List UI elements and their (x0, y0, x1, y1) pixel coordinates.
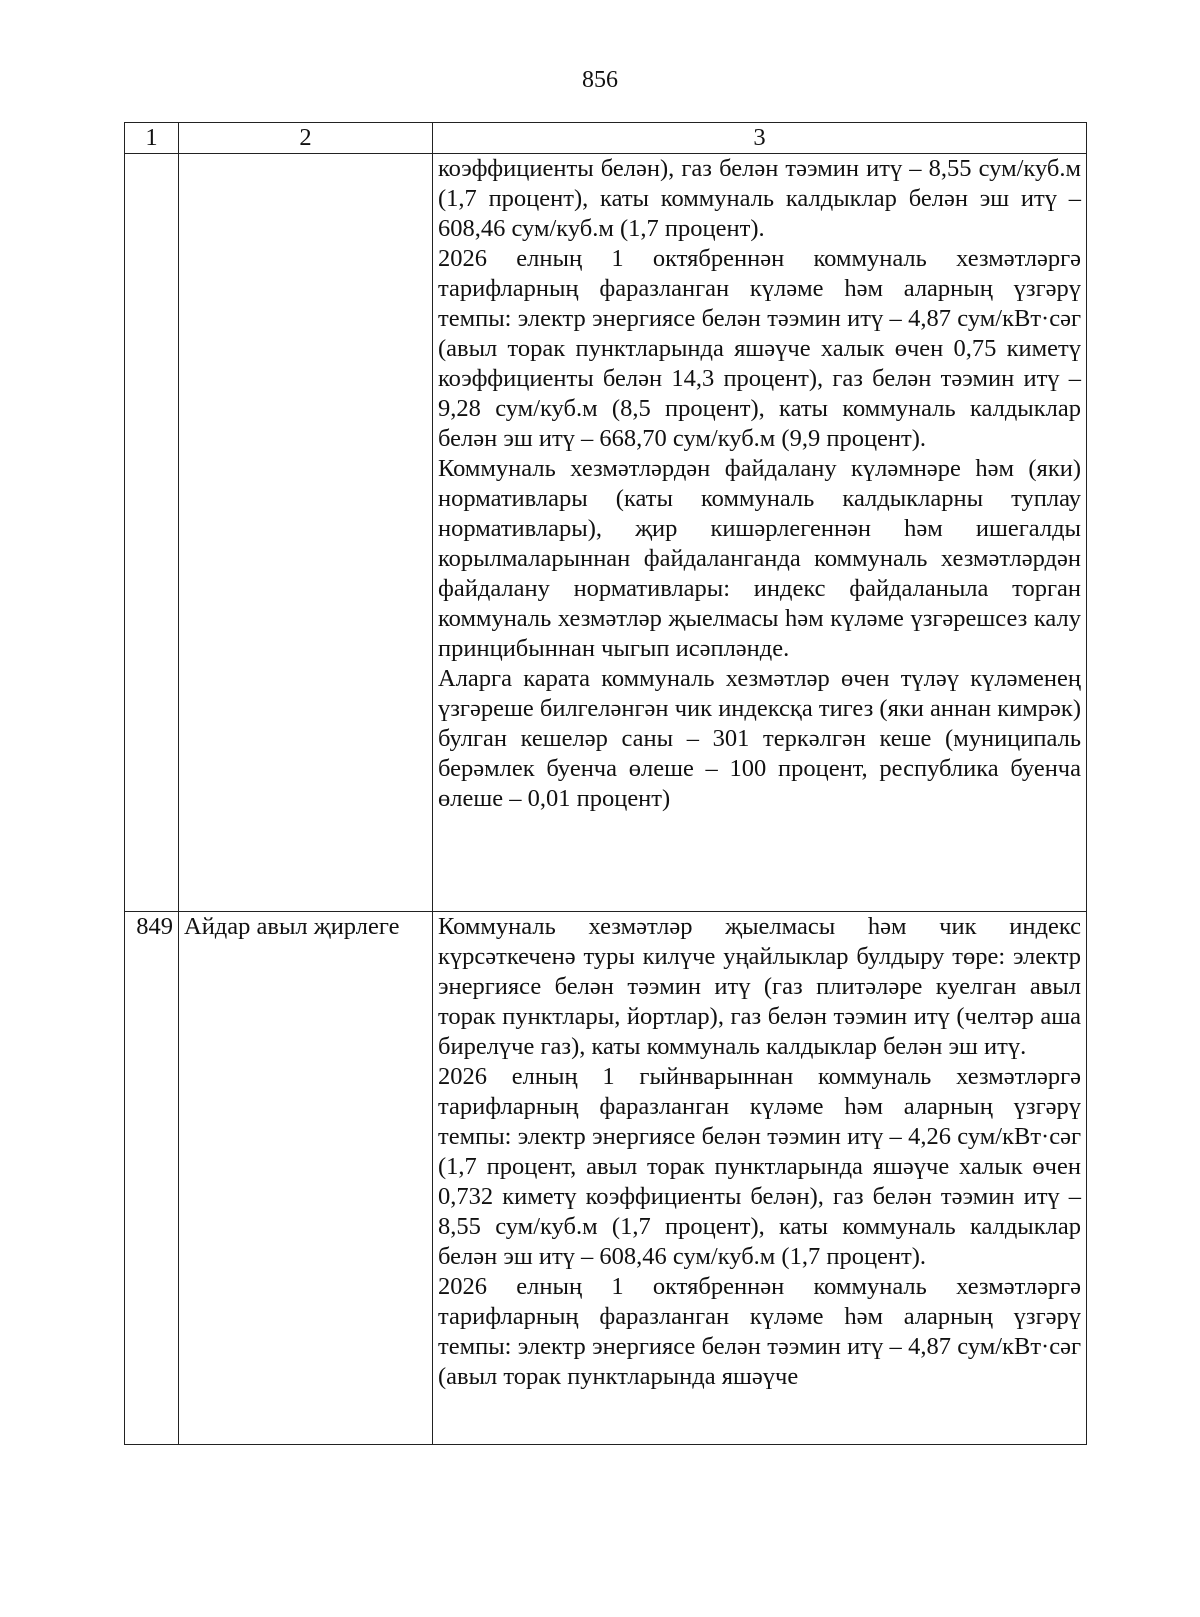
table-row (125, 912, 1087, 1445)
description-paragraph: Коммуналь хезмәтләрдән файдалану күләмнәре һәм (яки) нормативлары (каты коммуналь калдыкларны туплау нормативлары), җир кишәрлегеннән һәм ишегалды корылмаларыннан файдаланганда коммуналь хезмәтләрдән файдалану нормативлары: индекс файдаланыла торган коммуналь хезмәтләр җыелмасы һәм күләме үзгәрешсез калу принцибыннан чыгып исәпләнде. (438, 455, 1081, 662)
column-header-1: 1 (125, 123, 179, 154)
settlement-name-cell: Айдар авыл җирлеге (179, 912, 433, 1445)
table-header-row (125, 123, 1087, 154)
column-header-3: 3 (433, 123, 1087, 154)
description-cell (433, 912, 1087, 1445)
table-row-continued (125, 154, 1087, 912)
description-paragraph: Аларга карата коммуналь хезмәтләр өчен түләү күләменең үзгәреше билгеләнгән чик индексқа тигез (яки аннан кимрәк) булган кешеләр саны – 301 теркәлгән кеше (муниципаль берәмлек буенча өлеше – 100 процент, республика буенча өлеше – 0,01 процент) (438, 665, 1081, 812)
row-number-cell (125, 154, 179, 912)
description-paragraph: Коммуналь хезмәтләр җыелмасы һәм чик индекс күрсәткеченә туры килүче уңайлыклар булдыру төре: электр энергиясе белән тәэмин итү (газ плитәләре куелган авыл торак пунктлары, йортлар), газ белән тәэмин итү (челтәр аша бирелүче газ), каты коммуналь калдыклар белән эш итү. (438, 913, 1081, 1060)
description-paragraph: 2026 елның 1 октябреннән коммуналь хезмәтләргә тарифларның фаразланган күләме һәм аларның үзгәрү темпы: электр энергиясе белән тәэмин итү – 4,87 сум/кВт·сәг (авыл торак пунктларында яшәүче (438, 1273, 1081, 1390)
column-header-2: 2 (179, 123, 433, 154)
description-cell (433, 154, 1087, 912)
page-number: 856 (582, 67, 618, 93)
data-table (124, 122, 1087, 1445)
settlement-name-cell (179, 154, 433, 912)
description-paragraph: коэффициенты белән), газ белән тәэмин итү – 8,55 сум/куб.м (1,7 процент), каты коммуналь калдыклар белән эш итү – 608,46 сум/куб.м (1,7 процент). (438, 155, 1081, 242)
description-paragraph: 2026 елның 1 гыйнварыннан коммуналь хезмәтләргә тарифларның фаразланган күләме һәм аларның үзгәрү темпы: электр энергиясе белән тәэмин итү – 4,26 сум/кВт·сәг (1,7 процент, авыл торак пунктларында яшәүче халык өчен 0,732 киметү коэффициенты белән), газ белән тәэмин итү – 8,55 сум/куб.м (1,7 процент), каты коммуналь калдыклар белән эш итү – 608,46 сум/куб.м (1,7 процент). (438, 1063, 1081, 1270)
row-number-cell: 849 (125, 912, 179, 1445)
description-paragraph: 2026 елның 1 октябреннән коммуналь хезмәтләргә тарифларның фаразланган күләме һәм аларның үзгәрү темпы: электр энергиясе белән тәэмин итү – 4,87 сум/кВт·сәг (авыл торак пунктларында яшәүче халык өчен 0,75 киметү коэффициенты белән 14,3 процент), газ белән тәэмин итү – 9,28 сум/куб.м (8,5 процент), каты коммуналь калдыклар белән эш итү – 668,70 сум/куб.м (9,9 процент). (438, 245, 1081, 452)
